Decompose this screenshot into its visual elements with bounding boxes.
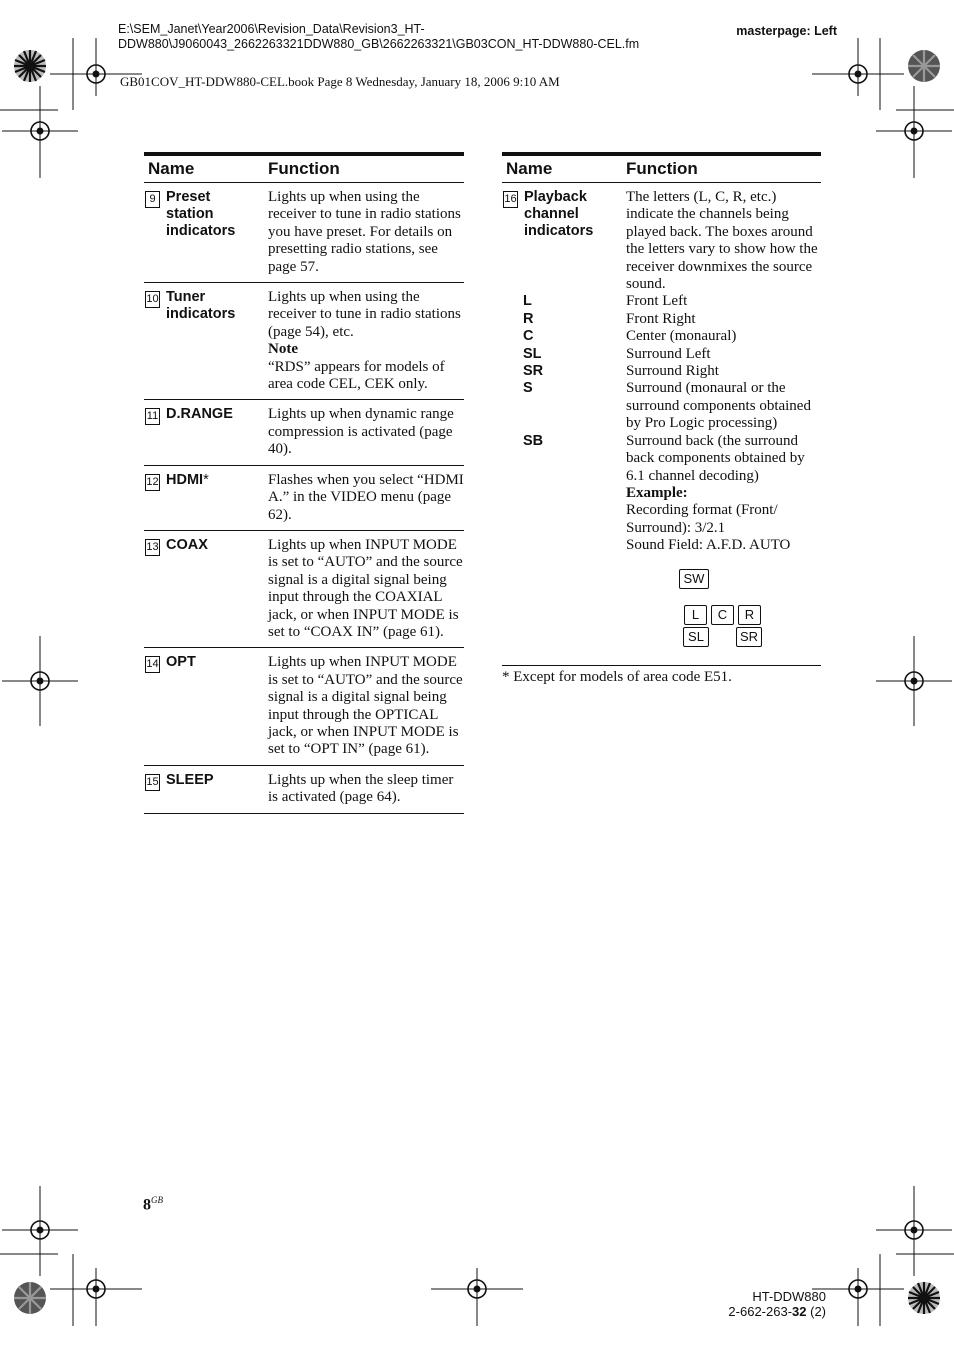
file-path-line-2: DDW880\J9060043_2662263321DDW880_GB\2662263321\GB03CON_HT-DDW880-CEL.fm [118, 37, 640, 51]
file-path [118, 22, 718, 52]
item-name: D.RANGE [166, 406, 233, 423]
list-item [502, 311, 821, 328]
note-text: “RDS” appears for models of area code CEL, CEK only. [268, 358, 445, 393]
note-label: Note [268, 341, 298, 358]
item-number: 10 [145, 291, 160, 308]
item-function: The letters (L, C, R, etc.) indicate the channels being played back. The boxes around the letters vary to show how the receiver downmixes the source sound. [626, 189, 818, 293]
channel-box-l: L [684, 605, 707, 625]
channel-code-list [502, 293, 821, 554]
model-info [728, 1289, 826, 1319]
example-sound-field: Sound Field: A.F.D. AUTO [626, 537, 791, 554]
left-table [144, 152, 464, 814]
channel-box-r: R [738, 605, 761, 625]
page-number-value: 8 [143, 1196, 151, 1214]
channel-description: Front Left [626, 293, 688, 310]
part-code-prefix: 2-662-263- [728, 1304, 793, 1319]
table-row [502, 183, 821, 666]
column-header-function: Function [268, 159, 340, 178]
channel-description: Surround (monaural or the surround components obtained by Pro Logic processing) [626, 380, 811, 432]
part-code [728, 1304, 826, 1319]
channel-code: SL [523, 345, 542, 362]
item-number: 9 [145, 191, 160, 208]
part-code-bold: 32 [792, 1304, 807, 1319]
item-number: 12 [145, 474, 160, 491]
table-row [144, 648, 464, 765]
channel-code: C [523, 328, 534, 345]
item-name [166, 472, 209, 489]
channel-code: SR [523, 363, 544, 380]
item-function: Lights up when using the receiver to tune in radio stations you have preset. For details on presetting radio stations, see page 57. [268, 189, 461, 275]
asterisk: * [203, 471, 209, 488]
table-header [502, 152, 821, 183]
channel-code: SB [523, 432, 544, 449]
list-item [502, 346, 821, 363]
channel-description: Surround back (the surround back components obtained by 6.1 channel decoding) [626, 432, 805, 484]
table-row [144, 766, 464, 814]
list-item [502, 380, 821, 432]
item-name: SLEEP [166, 771, 214, 788]
channel-box-c: C [711, 605, 734, 625]
item-name: OPT [166, 654, 196, 671]
table-row [144, 183, 464, 283]
item-function: Lights up when the sleep timer is activated (page 64). [268, 771, 454, 806]
table-row [144, 531, 464, 648]
channel-code: L [523, 293, 532, 310]
column-header-name: Name [148, 159, 195, 178]
list-item [502, 328, 821, 345]
item-name-text: HDMI [166, 471, 204, 488]
item-name: Playback channel indicators [524, 189, 594, 239]
example-label: Example: [626, 484, 688, 501]
item-function [268, 289, 464, 393]
item-function: Flashes when you select “HDMI A.” in the VIDEO menu (page 62). [268, 471, 464, 523]
file-path-line-1: E:\SEM_Janet\Year2006\Revision_Data\Revision3_HT- [118, 22, 425, 36]
item-function: Lights up when INPUT MODE is set to “AUTO” and the source signal is a digital signal being input through the COAXIAL jack, or when INPUT MODE is set to “COAX IN” (page 61). [268, 536, 463, 640]
item-name: Preset station indicators [166, 189, 236, 239]
page-number [143, 1195, 163, 1214]
table-row [144, 466, 464, 531]
item-function: Lights up when dynamic range compression is activated (page 40). [268, 406, 454, 458]
item-number: 14 [145, 656, 160, 673]
item-number: 11 [145, 408, 160, 425]
column-header-function: Function [626, 159, 698, 178]
function-text: Lights up when using the receiver to tune in radio stations (page 54), etc. [268, 289, 461, 340]
item-function: Lights up when INPUT MODE is set to “AUTO” and the source signal is a digital signal being input through the OPTICAL jack, or when INPUT MODE is set to “OPT IN” (page 61). [268, 654, 463, 758]
list-item [502, 363, 821, 380]
table-row [144, 400, 464, 465]
right-table [502, 152, 821, 666]
channel-code: S [523, 380, 533, 397]
list-item [502, 293, 821, 310]
item-number: 13 [145, 539, 160, 556]
channel-description: Surround Left [626, 345, 711, 362]
channel-description: Surround Right [626, 363, 719, 380]
list-item [502, 433, 821, 485]
channel-box-sr: SR [736, 627, 762, 647]
book-info: GB01COV_HT-DDW880-CEL.book Page 8 Wednesday, January 18, 2006 9:10 AM [120, 74, 560, 89]
column-header-name: Name [506, 159, 553, 178]
model-name: HT-DDW880 [752, 1289, 826, 1304]
example-block [502, 485, 821, 555]
channel-code: R [523, 310, 534, 327]
footnote: * Except for models of area code E51. [502, 669, 732, 685]
item-number: 16 [503, 191, 518, 208]
table-header [144, 152, 464, 183]
channel-display-diagram [502, 555, 821, 651]
page-suffix: GB [151, 1195, 163, 1205]
masterpage-label: masterpage: Left [736, 24, 837, 38]
item-number: 15 [145, 774, 160, 791]
channel-box-sl: SL [683, 627, 709, 647]
channel-description: Front Right [626, 310, 696, 327]
example-format: Recording format (Front/ Surround): 3/2.1 [626, 502, 778, 536]
table-row [144, 283, 464, 400]
part-code-suffix: (2) [806, 1304, 826, 1319]
channel-box-sw: SW [679, 569, 709, 589]
channel-description: Center (monaural) [626, 328, 737, 345]
item-name: Tuner indicators [166, 289, 236, 323]
item-name: COAX [166, 536, 208, 553]
